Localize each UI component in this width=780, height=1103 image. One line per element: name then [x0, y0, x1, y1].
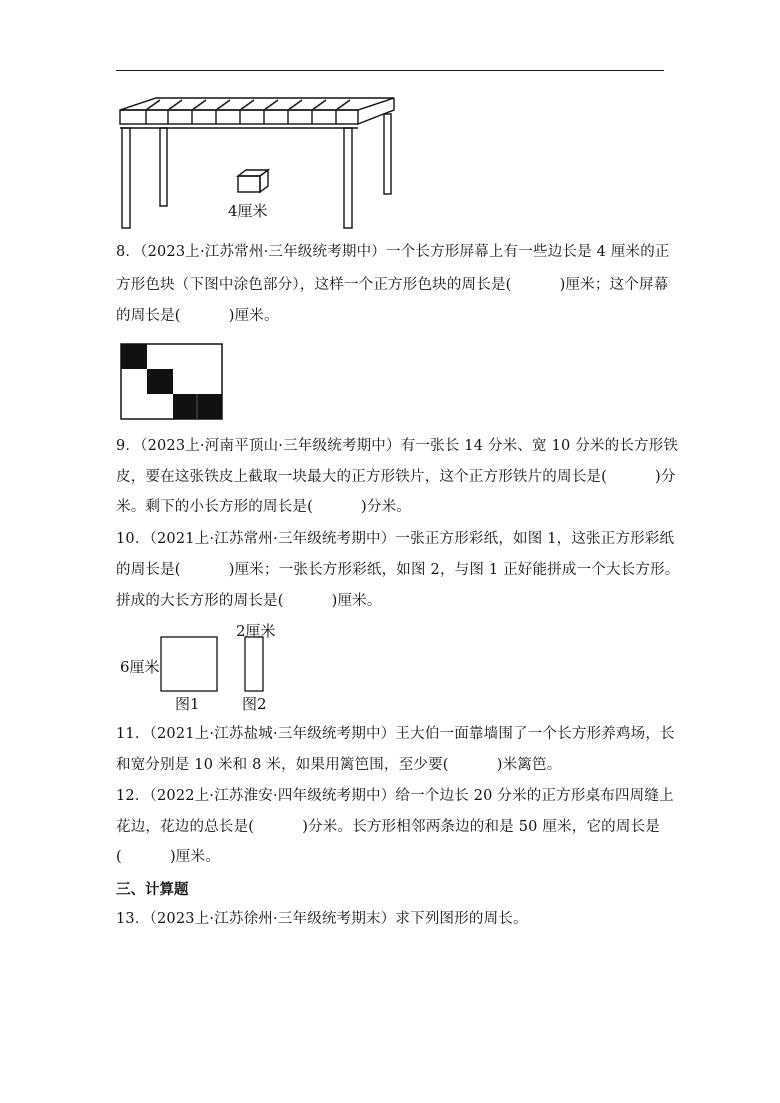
q10-line2: 的周长是( )厘米；一张长方形彩纸，如图 2，与图 1 正好能拼成一个大长方形。	[116, 562, 680, 578]
q8-line3: 的周长是( )厘米。	[116, 308, 279, 324]
q8-line2: 方形色块（下图中涂色部分），这样一个正方形色块的周长是( )厘米；这个屏幕	[116, 277, 669, 293]
q12-line1: 12．（2022上·江苏淮安·四年级统考期中）给一个边长 20 分米的正方形桌布四周缝上	[116, 788, 674, 804]
fig2-caption: 图2	[242, 695, 267, 713]
q10-line3: 拼成的大长方形的周长是( )厘米。	[116, 593, 382, 609]
q9-line2: 皮，要在这张铁皮上截取一块最大的正方形铁片，这个正方形铁片的周长是( )分	[116, 469, 676, 485]
fig1-caption: 图1	[175, 695, 200, 713]
q8-line1: 8．（2023上·江苏常州·三年级统考期中）一个长方形屏幕上有一些边长是 4 厘米的正	[116, 244, 670, 260]
section-heading: 三、计算题	[116, 882, 189, 898]
screen-squares-figure	[120, 343, 224, 421]
q13-line1: 13．（2023上·江苏徐州·三年级统考期末）求下列图形的周长。	[116, 911, 528, 927]
square-rectangle-figure	[160, 636, 270, 694]
q12-line3: ( )厘米。	[116, 849, 220, 865]
fig1-side-label: 6厘米	[120, 658, 160, 676]
q11-line1: 11．（2021上·江苏盐城·三年级统考期中）王大伯一面靠墙围了一个长方形养鸡场，长	[116, 726, 675, 742]
cube-size-label: 4厘米	[228, 202, 268, 220]
fig2-width-label: 2厘米	[236, 622, 276, 640]
q9-line3: 米。剩下的小长方形的周长是( )分米。	[116, 499, 412, 515]
q11-line2: 和宽分别是 10 米和 8 米，如果用篱笆围，至少要( )米篱笆。	[116, 757, 562, 773]
header-rule	[116, 70, 664, 71]
q12-line2: 花边，花边的总长是( )分米。长方形相邻两条边的和是 50 厘米，它的周长是	[116, 819, 660, 835]
q10-line1: 10．（2021上·江苏常州·三年级统考期中）一张正方形彩纸，如图 1，这张正方形彩纸	[116, 531, 675, 547]
q9-line1: 9．（2023上·河南平顶山·三年级统考期中）有一张长 14 分米、宽 10 分米的长方形铁	[116, 438, 679, 454]
